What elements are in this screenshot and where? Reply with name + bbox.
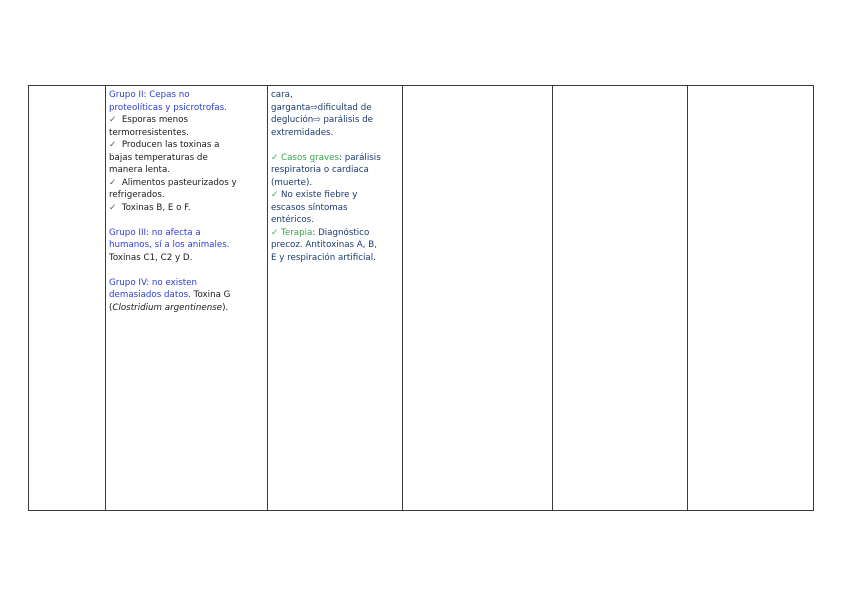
no-fever-line: ✓ No existe fiebre y [271,190,358,200]
group-iii-text: Toxinas C1, C2 y D. [109,252,193,263]
group-iv-species: (Clostridium argentinense). [109,302,229,313]
therapy-cont: precoz. Antitoxinas A, B, [271,240,377,250]
severe-cases-cont: respiratoria o cardiaca [271,165,369,175]
group-ii-title-cont: proteolíticas y psicrotrofas. [109,102,227,113]
bullet-item-cont: refrigerados. [109,190,165,200]
checkmark-icon: ✓ [109,140,117,150]
column-divider [552,86,553,510]
bullet-item-cont: manera lenta. [109,165,171,175]
column-divider [105,86,106,510]
group-iii-title: Grupo III: no afecta a [109,227,201,238]
checkmark-icon: ✓ [271,190,279,200]
bullet-item: ✓ Toxinas B, E o F. [109,202,191,213]
bullet-item: ✓ Esporas menos [109,115,188,125]
group-iv-title: Grupo IV: no existen [109,277,197,288]
therapy-line: ✓ Terapia: Diagnóstico [271,227,370,238]
symptom-line: deglución⇨ parálisis de [271,115,373,125]
bullet-item: ✓ Producen las toxinas a [109,140,220,150]
bullet-item-cont: bajas temperaturas de [109,152,208,163]
checkmark-icon: ✓ [271,152,279,163]
checkmark-icon: ✓ [109,202,117,213]
severe-cases-line: ✓ Casos graves: parálisis [271,152,381,163]
symptoms-cell [271,89,381,264]
therapy-cont: E y respiración artificial. [271,252,376,263]
column-divider [402,86,403,510]
no-fever-cont: escasos síntomas [271,202,348,213]
botulism-groups-cell [109,89,237,314]
column-divider [267,86,268,510]
content-table [28,85,814,511]
checkmark-icon: ✓ [109,177,117,188]
symptom-line: cara, [271,90,293,100]
column-divider [687,86,688,510]
group-iv-line: demasiados datos. Toxina G [109,290,231,300]
bullet-item-cont: termorresistentes. [109,127,189,138]
symptom-line: extremidades. [271,127,334,138]
checkmark-icon: ✓ [109,115,117,125]
checkmark-icon: ✓ [271,227,279,238]
no-fever-cont: entéricos. [271,215,314,225]
group-iii-title-cont: humanos, sí a los animales. [109,240,230,250]
group-ii-title: Grupo II: Cepas no [109,90,190,100]
severe-cases-cont: (muerte). [271,177,313,188]
bullet-item: ✓ Alimentos pasteurizados y [109,177,237,188]
symptom-line: garganta⇨dificultad de [271,102,372,113]
